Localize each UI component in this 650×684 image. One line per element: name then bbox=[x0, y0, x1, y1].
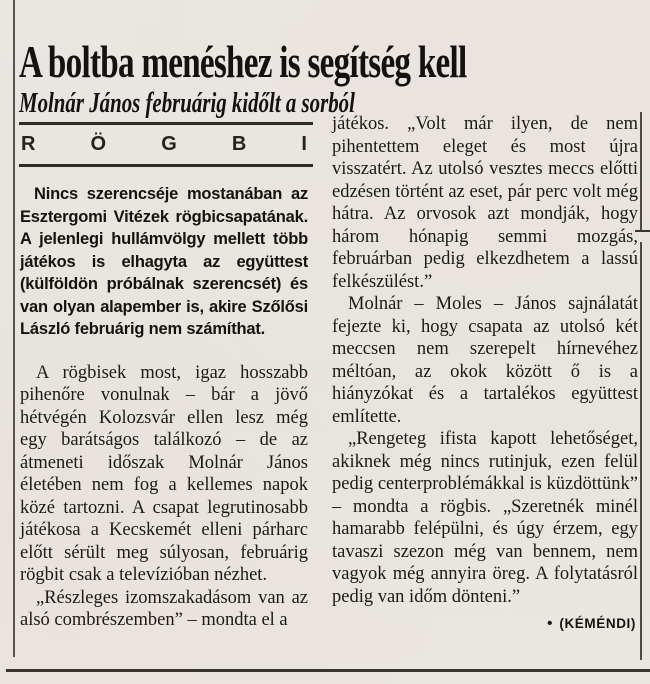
bottom-rule bbox=[6, 669, 650, 672]
rubric-letter: G bbox=[161, 133, 177, 155]
body-paragraph: „Rengeteg ifista kapott lehetőséget, akiknek még nincs rutinjuk, ezen felül pedig centerproblémákkal is küzdöttünk” – mondta a rögbis. „Szeretnék minél hamarabb felépülni, és úgy érzem, egy tavaszi szezon még van bennem, nem vagyok még annyira öreg. A folytatásról pedig van időm dönteni.” bbox=[332, 429, 638, 607]
article-column-right bbox=[332, 113, 638, 632]
left-edge-rule bbox=[13, 0, 15, 657]
body-paragraph: Molnár – Moles – János sajnálatát fejezte ki, hogy csapata az utolsó két meccsen nem szerepelt hírnevéhez méltóan, az okok között ő is a hiányzókat és a tartalékos együttest említette. bbox=[332, 294, 638, 427]
article-headline: A boltba menéshez is segítség kell bbox=[19, 35, 467, 87]
rubric-letter: I bbox=[301, 133, 307, 155]
lead-paragraph: Nincs szerencséje mostanában az Esztergomi Vitézek rögbicsapatának. A jelenlegi hullámvölgy mellett több játékos is elhagyta az együttest (külföldön próbálnak szerencsét) és van olyan alapember is, akire Szőlősi László februárig nem számíthat. bbox=[20, 185, 308, 338]
rubric-letter: Ö bbox=[90, 133, 107, 155]
right-column-divider-top bbox=[640, 112, 642, 230]
byline-name: (KÉMÉNDI) bbox=[559, 616, 636, 631]
rubric-letter: R bbox=[21, 133, 36, 155]
article-column-left bbox=[20, 183, 308, 632]
byline-bullet-icon: • bbox=[547, 615, 553, 632]
section-rubric-rogbi bbox=[19, 122, 313, 167]
body-paragraph: A rögbisek most, igaz hosszabb pihenőre vonulnak – bár a jövő hétvégén Kolozsvár ellen lesz még egy barátságos találkozó – de az átmeneti időszak Molnár János életében nem fog a kellemes napok közé tartozni. A csapat legrutinosabb játékosa a Kecskemét elleni párharc előtt sérült meg súlyosan, februárig rögbit csak a televízióban nézhet. bbox=[20, 362, 308, 585]
rubric-letter: B bbox=[231, 133, 247, 155]
right-column-divider-bottom bbox=[640, 242, 642, 660]
byline bbox=[332, 615, 638, 632]
article-subhead: Molnár János februárig kidőlt a sorból bbox=[19, 87, 355, 120]
body-paragraph: játékos. „Volt már ilyen, de nem pihentettem eleget és most újra visszatért. Az utolsó vesztes meccs előtti edzésen történt az eset, pár perc volt még hátra. Az orvosok azt mondják, hogy három hónapig semmi mozgás, februárban pedig elkezdhetem a lassú felkészülést.” bbox=[332, 114, 638, 292]
body-paragraph: „Részleges izomszakadásom van az alsó combrészemben” – mondta el a bbox=[20, 587, 308, 630]
